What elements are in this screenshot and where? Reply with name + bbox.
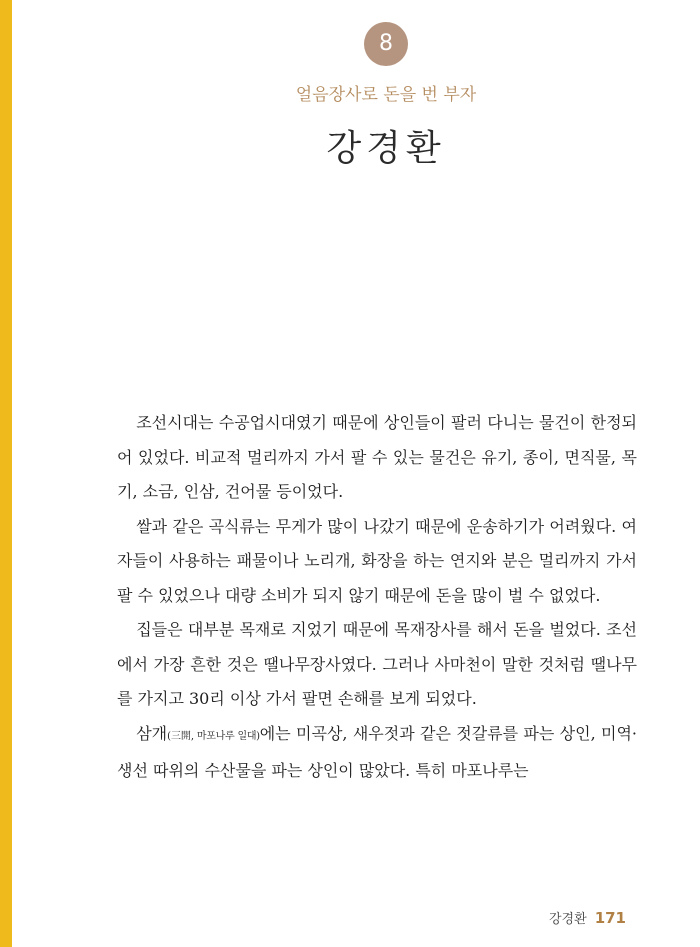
- paragraph-4: [117, 717, 637, 789]
- paragraph-1: 조선시대는 수공업시대였기 때문에 상인들이 팔러 다니는 물건이 한정되어 있었다. 비교적 멀리까지 가서 팔 수 있는 물건은 유기, 종이, 면직물, 목기, 소금, 인삼, 건어물 등이었다.: [117, 413, 637, 501]
- paragraph-4-end: 에는 미곡상, 새우젓과 같은 젓갈류를 파는 상인, 미역·생선 따위의 수산물을 파는 상인이 많았다. 특히 마포나루는: [117, 723, 637, 780]
- paragraph-4-note: (三開, 마포나루 일대): [167, 730, 260, 742]
- paragraph-2: 쌀과 같은 곡식류는 무게가 많이 나갔기 때문에 운송하기가 어려웠다. 여자들이 사용하는 패물이나 노리개, 화장을 하는 연지와 분은 멀리까지 가서 팔 수 있었으나 대량 소비가 되지 않기 때문에 돈을 많이 벌 수 없었다.: [117, 516, 637, 605]
- chapter-number-badge: 8: [364, 22, 408, 66]
- body-text: [117, 406, 637, 789]
- paragraph-4-start: 삼개: [136, 723, 168, 743]
- paragraph-3: 집들은 대부분 목재로 지었기 때문에 목재장사를 해서 돈을 벌었다. 조선에서 가장 흔한 것은 땔나무장사였다. 그러나 사마천이 말한 것처럼 땔나무를 가지고 30리 이상 가서 팔면 손해를 보게 되었다.: [117, 620, 637, 708]
- running-title: 강경환: [549, 912, 587, 927]
- page-footer: [549, 908, 626, 927]
- page-number: 171: [594, 909, 626, 927]
- chapter-title: 강경환: [326, 128, 446, 169]
- chapter-subtitle: 얼음장사로 돈을 번 부자: [295, 85, 477, 105]
